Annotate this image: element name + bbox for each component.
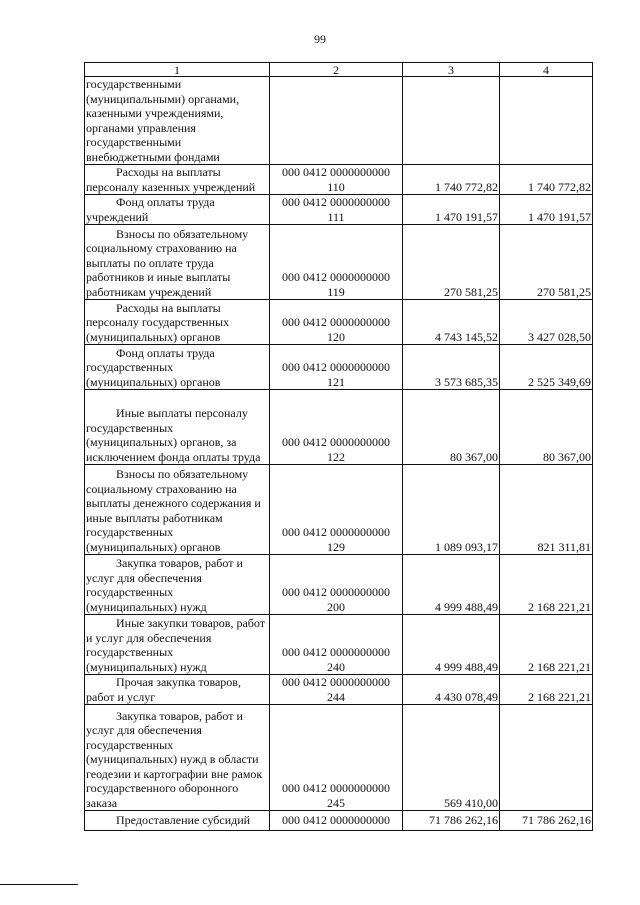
table-row (85, 675, 593, 705)
row-value-col3: 80 367,00 (403, 390, 500, 465)
column-header: 1 (85, 63, 270, 77)
row-code-cell: 000 0412 0000000000 (270, 811, 403, 831)
row-value-col3: 270 581,25 (403, 225, 500, 300)
row-value-col4: 2 168 221,21 (500, 615, 593, 675)
row-name-cell: Взносы по обязательному социальному страхованию на выплаты денежного содержания и иные выплаты работникам государственных (муниципальных) органов (85, 465, 270, 555)
table-row (85, 165, 593, 195)
row-name-cell: Закупка товаров, работ и услуг для обеспечения государственных (муниципальных) нужд в области геодезии и картографии вне рамок государственного оборонного заказа (85, 705, 270, 811)
row-name-cell: Взносы по обязательному социальному страхованию на выплаты по оплате труда работников и иные выплаты работникам учреждений (85, 225, 270, 300)
row-value-col3 (403, 77, 500, 165)
row-value-col4: 270 581,25 (500, 225, 593, 300)
table-row (85, 615, 593, 675)
row-name-cell: Прочая закупка товаров, работ и услуг (85, 675, 270, 705)
row-value-col3: 4 999 488,49 (403, 555, 500, 615)
row-code-cell: 000 0412 0000000000 121 (270, 345, 403, 390)
row-value-col3: 1 470 191,57 (403, 195, 500, 225)
row-code-cell: 000 0412 0000000000 110 (270, 165, 403, 195)
row-code-cell: 000 0412 0000000000 245 (270, 705, 403, 811)
table-row (85, 300, 593, 345)
row-value-col4: 2 168 221,21 (500, 555, 593, 615)
row-value-col4 (500, 705, 593, 811)
row-value-col3: 4 999 488,49 (403, 615, 500, 675)
table-row (85, 555, 593, 615)
row-name-cell: Иные выплаты персоналу государственных (муниципальных) органов, за исключением фонда оплаты труда (85, 390, 270, 465)
row-code-cell: 000 0412 0000000000 244 (270, 675, 403, 705)
row-code-cell: 000 0412 0000000000 240 (270, 615, 403, 675)
table-row (85, 390, 593, 465)
row-value-col4: 1 470 191,57 (500, 195, 593, 225)
row-code-cell: 000 0412 0000000000 111 (270, 195, 403, 225)
row-name-cell: Иные закупки товаров, работ и услуг для обеспечения государственных (муниципальных) нужд (85, 615, 270, 675)
row-code-cell (270, 77, 403, 165)
row-name-cell: Фонд оплаты труда государственных (муниципальных) органов (85, 345, 270, 390)
row-value-col4 (500, 77, 593, 165)
budget-table (84, 62, 593, 831)
row-code-cell: 000 0412 0000000000 120 (270, 300, 403, 345)
row-value-col3: 4 430 078,49 (403, 675, 500, 705)
row-name-cell: Фонд оплаты труда учреждений (85, 195, 270, 225)
table-row (85, 811, 593, 831)
row-value-col4: 821 311,81 (500, 465, 593, 555)
row-value-col3: 1 089 093,17 (403, 465, 500, 555)
row-value-col4: 80 367,00 (500, 390, 593, 465)
row-name-cell: Расходы на выплаты персоналу казенных учреждений (85, 165, 270, 195)
row-name-cell: Расходы на выплаты персоналу государственных (муниципальных) органов (85, 300, 270, 345)
row-code-cell: 000 0412 0000000000 119 (270, 225, 403, 300)
row-value-col4: 3 427 028,50 (500, 300, 593, 345)
row-value-col4: 71 786 262,16 (500, 811, 593, 831)
table-row (85, 705, 593, 811)
row-name-cell: государственными (муниципальными) органами, казенными учреждениями, органами управления государственными внебюджетными фондами (85, 77, 270, 165)
row-value-col3: 569 410,00 (403, 705, 500, 811)
row-value-col4: 2 525 349,69 (500, 345, 593, 390)
table-header-row (85, 63, 593, 77)
row-code-cell: 000 0412 0000000000 200 (270, 555, 403, 615)
row-value-col3: 71 786 262,16 (403, 811, 500, 831)
footnote-divider (0, 884, 78, 885)
row-code-cell: 000 0412 0000000000 122 (270, 390, 403, 465)
row-value-col4: 1 740 772,82 (500, 165, 593, 195)
row-code-cell: 000 0412 0000000000 129 (270, 465, 403, 555)
column-header: 3 (403, 63, 500, 77)
table-row (85, 345, 593, 390)
column-header: 4 (500, 63, 593, 77)
row-value-col3: 3 573 685,35 (403, 345, 500, 390)
table-row (85, 465, 593, 555)
column-header: 2 (270, 63, 403, 77)
row-value-col3: 4 743 145,52 (403, 300, 500, 345)
row-name-cell: Предоставление субсидий (85, 811, 270, 831)
table-row (85, 77, 593, 165)
table-row (85, 195, 593, 225)
row-value-col4: 2 168 221,21 (500, 675, 593, 705)
row-name-cell: Закупка товаров, работ и услуг для обеспечения государственных (муниципальных) нужд (85, 555, 270, 615)
table-row (85, 225, 593, 300)
page-number: 99 (314, 32, 326, 46)
row-value-col3: 1 740 772,82 (403, 165, 500, 195)
